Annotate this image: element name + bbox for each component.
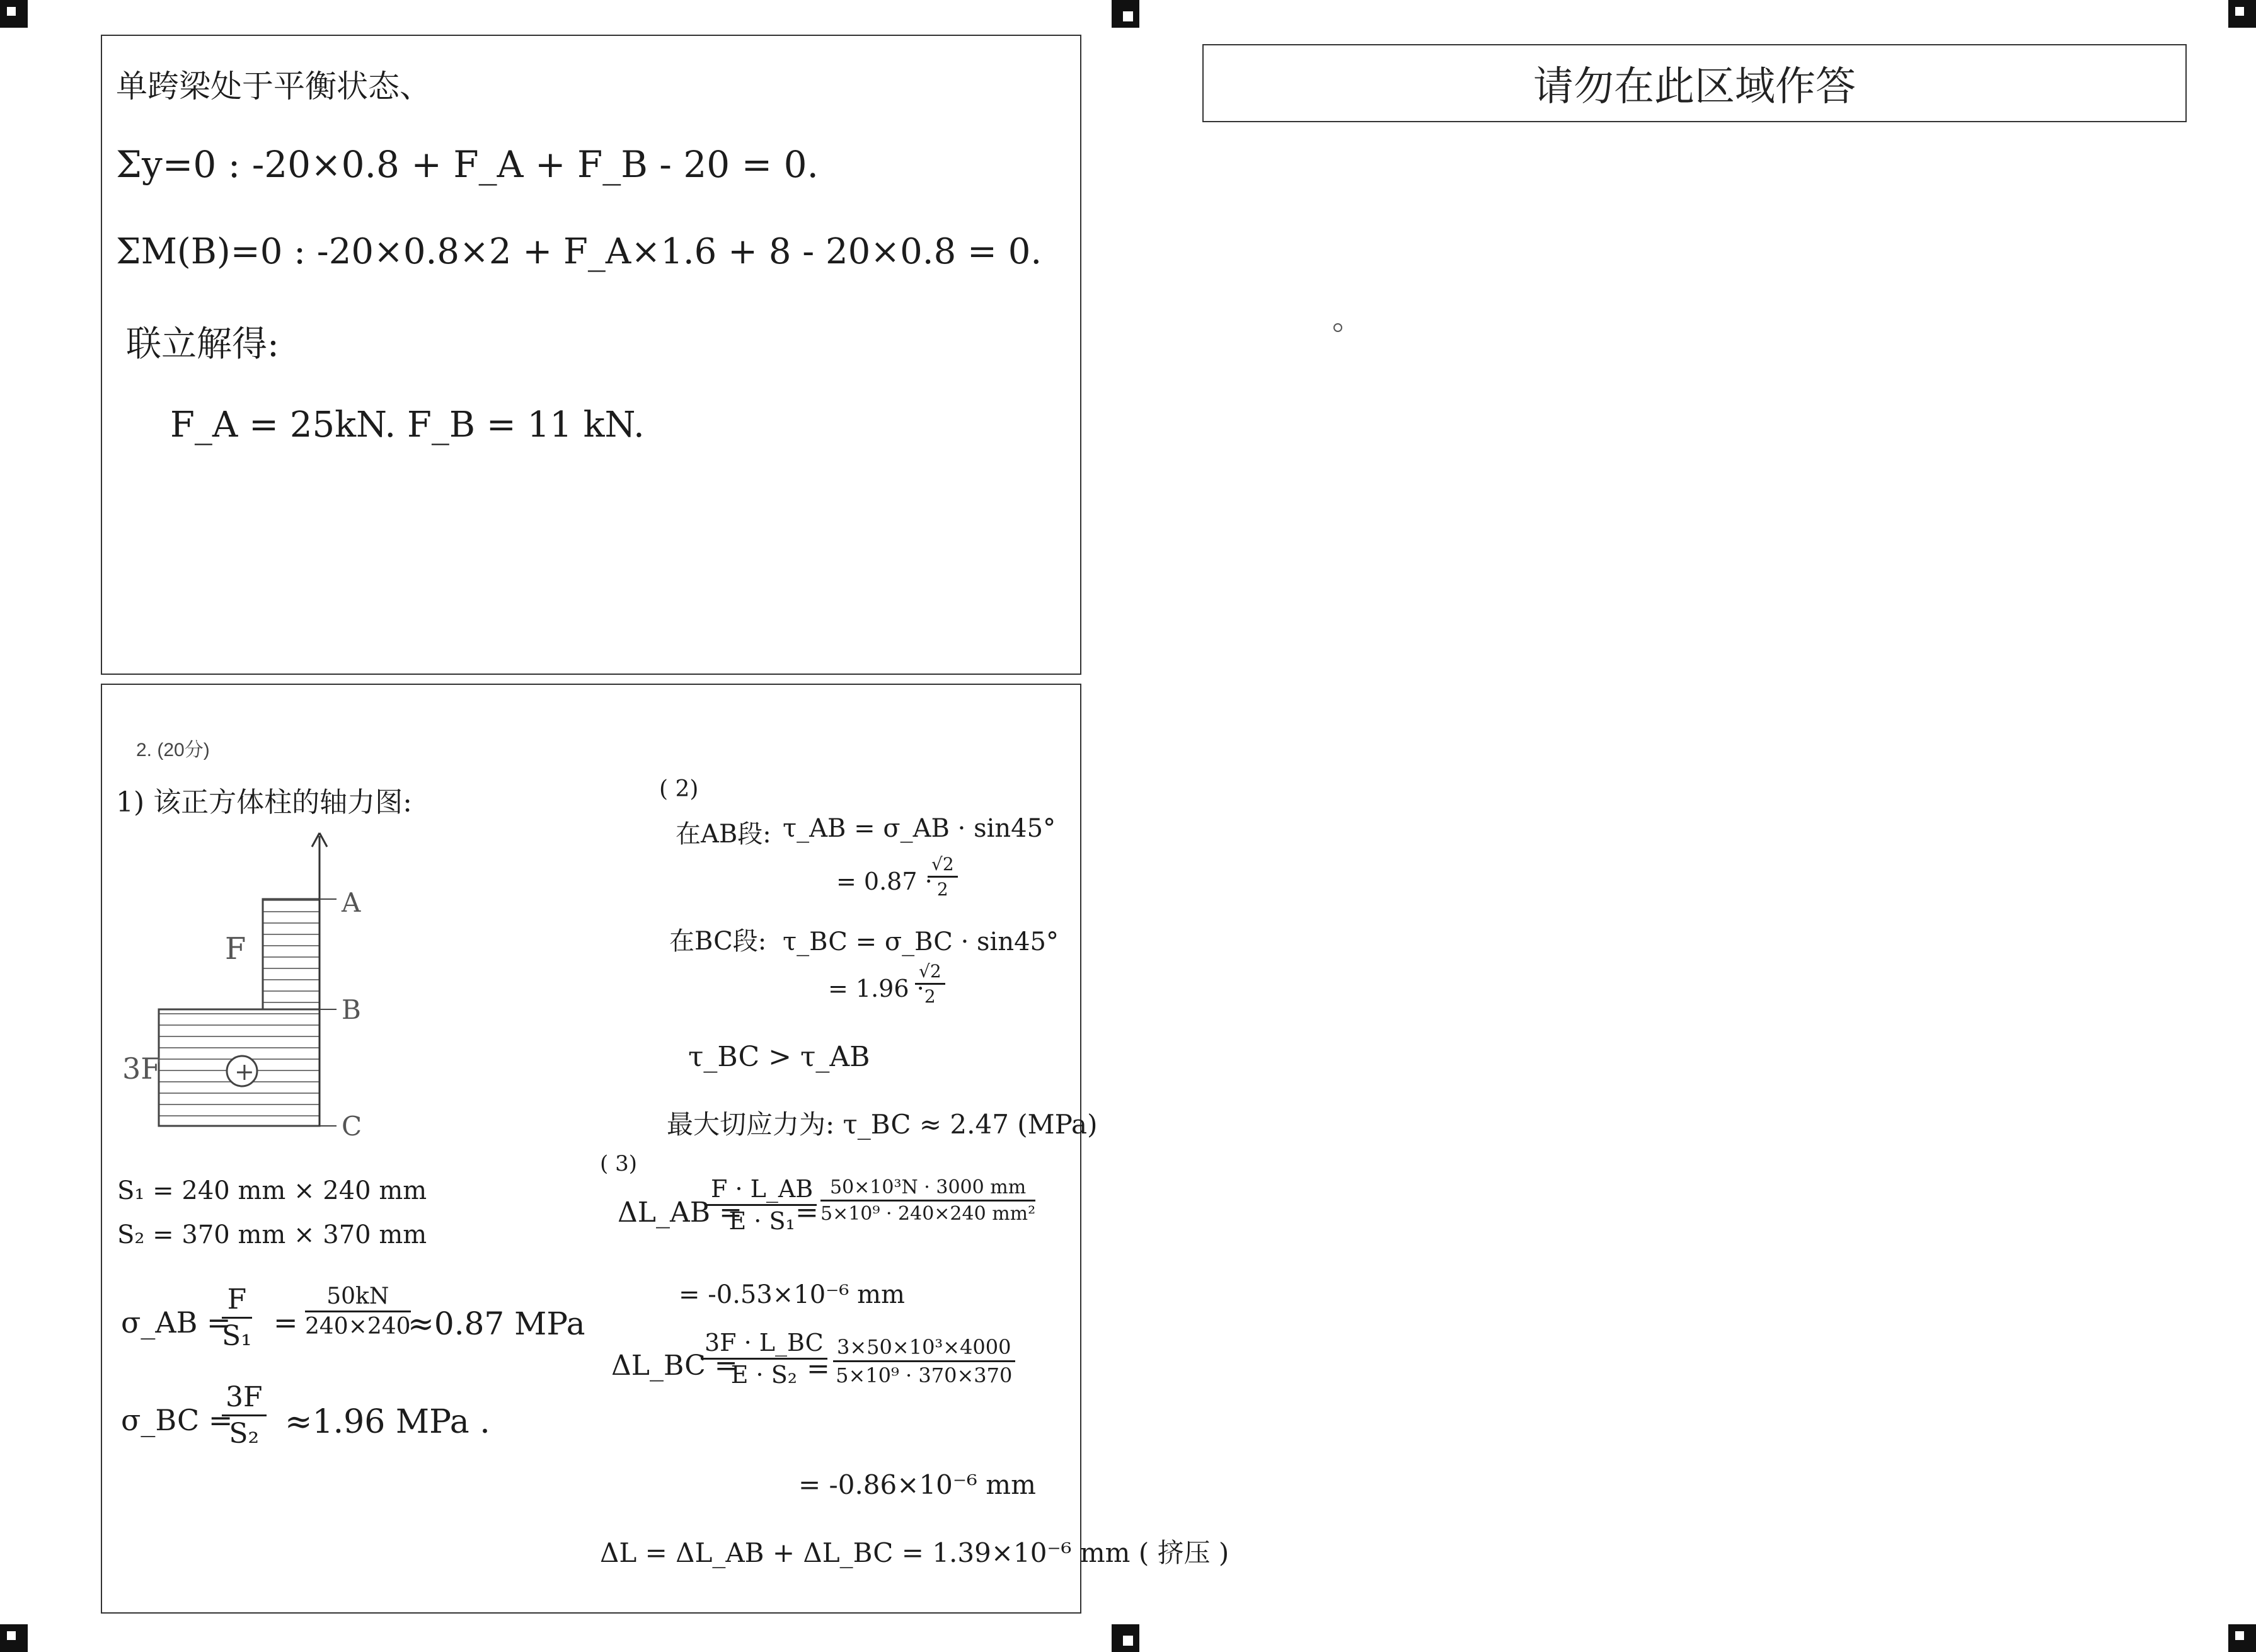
q2-part2-title: ( 2) [659,776,699,802]
delta-l-ab-equals: = [795,1196,819,1229]
registration-marker-bottom-right [2228,1624,2256,1652]
answer-box-q1[interactable] [101,35,1081,675]
registration-marker-top-left [0,0,28,28]
registration-marker-top-center [1112,0,1139,28]
sigma-ab-equals: = [273,1305,298,1339]
sigma-ab-lhs: σ_AB = [121,1305,231,1339]
do-not-answer-banner: 请勿在此区域作答 [1202,44,2187,122]
delta-l-bc-fraction: $\frac{3F \cdot L\_BC}{\text{E · S₂}}$ [701,1329,827,1389]
tau-comparison: τ_BC > τ_AB [688,1041,870,1073]
tau-ab-sqrt-fraction: $\frac{√2}{2}$ [928,854,958,900]
sigma-bc-fraction: $\frac{3F}{\text{S₂}}$ [222,1381,267,1450]
tau-bc-label: 在BC段: [669,927,767,956]
registration-marker-top-right [2228,0,2256,28]
delta-l-ab-value-fraction: $\frac{\text{50×10³N · 3000 mm}}{\text{5×10⁹ · 240×240 mm²}}$ [820,1176,1036,1225]
delta-l-total: ΔL = ΔL_AB + ΔL_BC = 1.39×10⁻⁶ mm ( 挤压 ) [600,1537,1229,1568]
area-s1: S₁ = 240 mm × 240 mm [117,1176,427,1205]
sigma-ab-fraction: $\frac{F}{\text{S₁}}$ [222,1283,252,1352]
q1-solve-label: 联立解得: [126,324,279,365]
tau-bc-sqrt-fraction: $\frac{√2}{2}$ [915,961,945,1007]
tau-ab-label: 在AB段: [676,820,771,849]
axial-force-diagram [121,827,474,1217]
q1-equation-moment: ΣM(B)=0 : -20×0.8×2 + F_A×1.6 + 8 - 20×0.8 = 0. [116,231,1042,272]
registration-marker-bottom-left [0,1624,28,1652]
delta-l-bc-lhs: ΔL_BC = [611,1350,738,1382]
delta-l-ab-fraction: $\frac{F \cdot L\_AB}{\text{E · S₁}}$ [707,1175,817,1235]
delta-l-ab-lhs: ΔL_AB = [618,1196,742,1229]
point-label-b: B [342,994,361,1025]
sigma-bc-result: ≈1.96 MPa . [285,1403,490,1441]
q1-result: F_A = 25kN. F_B = 11 kN. [170,404,645,445]
point-label-a: A [342,887,361,918]
max-shear-stress: 最大切应力为: τ_BC ≈ 2.47 (MPa) [667,1109,1098,1140]
sigma-ab-result: ≈0.87 MPa [408,1305,585,1342]
area-s2: S₂ = 370 mm × 370 mm [117,1220,427,1249]
force-label-f: F [225,931,246,967]
delta-l-ab-result: = -0.53×10⁻⁶ mm [679,1280,905,1309]
q2-part1-title: 1) 该正方体柱的轴力图: [116,786,412,818]
sigma-bc-lhs: σ_BC = [121,1403,233,1437]
delta-l-bc-result: = -0.86×10⁻⁶ mm [798,1469,1036,1500]
point-label-c: C [342,1111,362,1142]
stray-mark [1333,323,1342,332]
registration-marker-bottom-center [1112,1624,1139,1652]
q2-part3-title: ( 3) [600,1151,637,1176]
delta-l-bc-equals: = [807,1353,830,1385]
force-region-ab [263,899,319,1009]
sigma-ab-value-fraction: $\frac{50kN}{240\times 240}$ [305,1283,411,1339]
answer-box-q2[interactable] [101,684,1229,1614]
tau-bc-value: = 1.96 · [828,975,924,1002]
tau-bc-equation: τ_BC = σ_BC · sin45° [783,927,1059,956]
question-number-label: 2. (20分) [136,740,210,760]
q1-equation-y: Σy=0 : -20×0.8 + F_A + F_B - 20 = 0. [116,143,819,186]
force-label-3f: 3F [122,1052,161,1086]
tau-ab-value: = 0.87 · [836,868,933,895]
positive-sign: + [234,1058,255,1086]
delta-l-bc-value-fraction: $\frac{\text{3×50×10³×4000}}{\text{5×10⁹ · 370×370}}$ [833,1335,1015,1387]
q1-intro: 单跨梁处于平衡状态、 [116,68,431,105]
tau-ab-equation: τ_AB = σ_AB · sin45° [783,814,1056,843]
